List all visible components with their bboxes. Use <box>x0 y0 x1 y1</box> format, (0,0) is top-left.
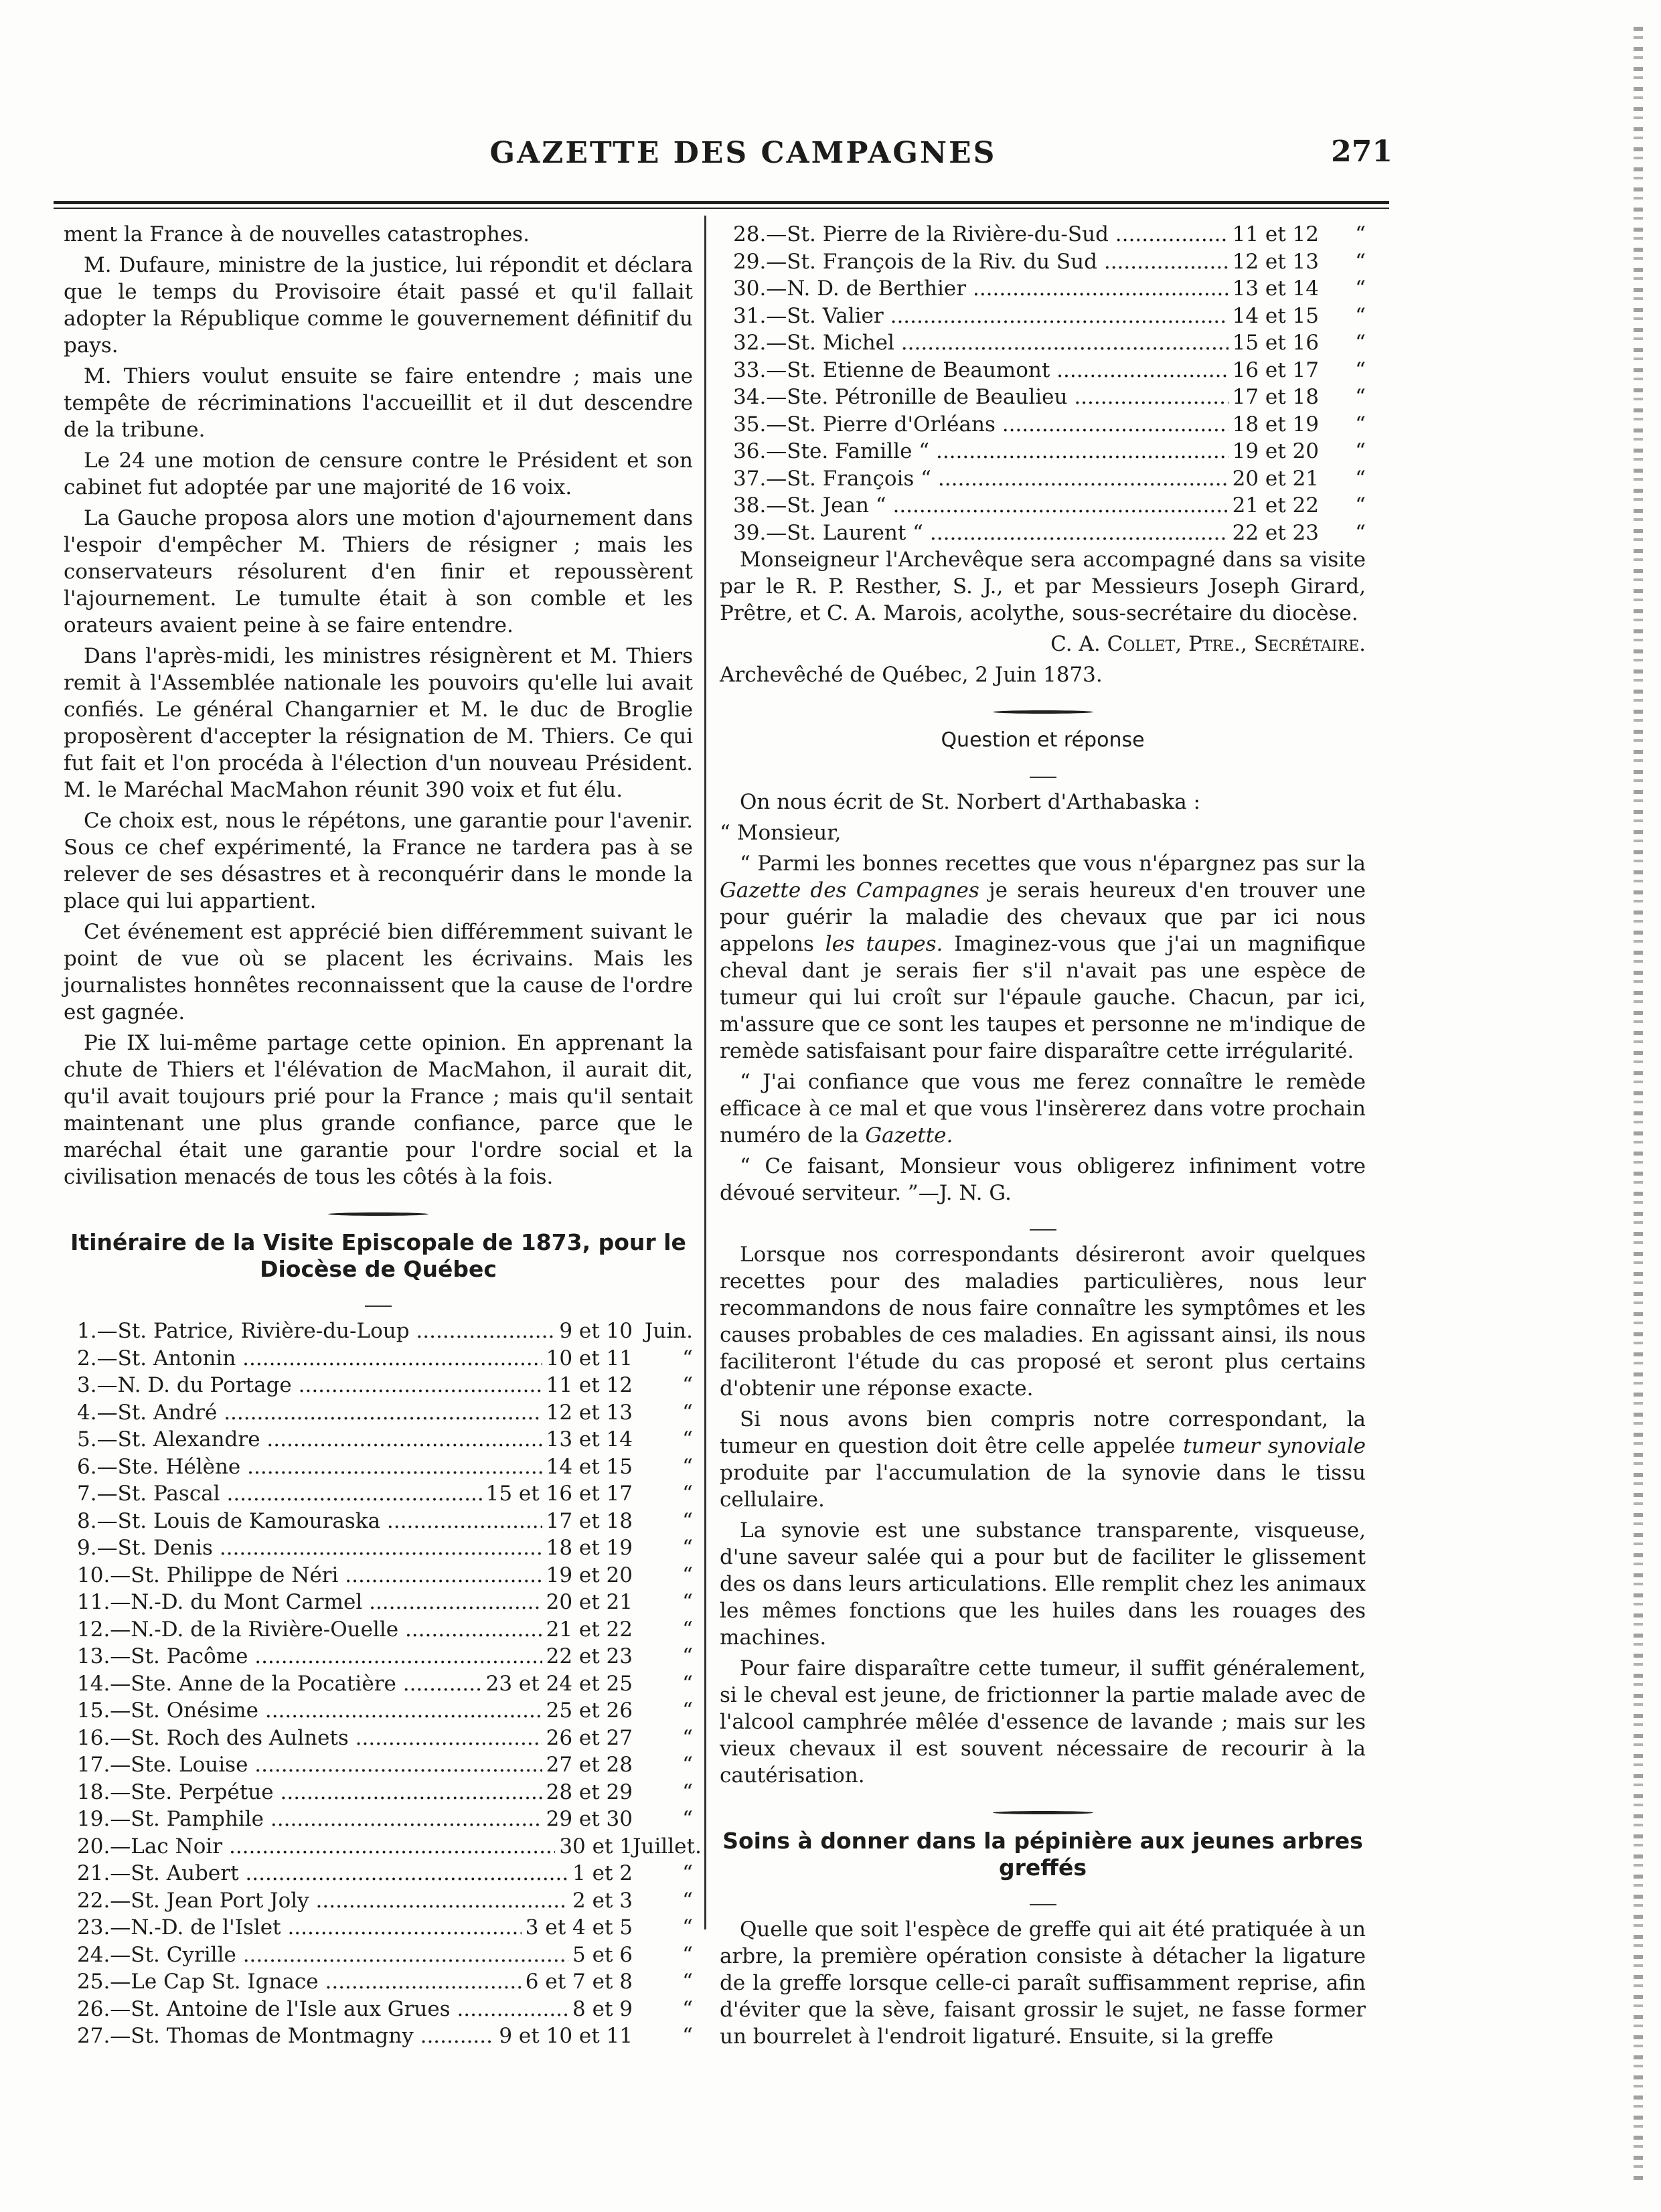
itinerary-row <box>77 1860 693 1887</box>
qa-letter-paragraph <box>720 850 1366 1064</box>
itinerary-month: “ <box>682 1888 693 1913</box>
itinerary-parish: 7.—St. Pascal ..... <box>77 1480 482 1508</box>
itinerary-parish: 6.—Ste. Hélène ..... <box>77 1453 542 1481</box>
itinerary-row <box>77 1480 693 1508</box>
itinerary-month: “ <box>682 1482 693 1506</box>
itinerary-month: “ <box>1355 520 1366 545</box>
itinerary-dates: 25 et 26 <box>546 1698 633 1723</box>
itinerary-dates: 10 et 11 <box>546 1346 633 1370</box>
itinerary-month: “ <box>682 1454 693 1479</box>
paragraph: M. Thiers voulut ensuite se faire entendre ; mais une tempête de récriminations l'accueillit et il dut descendre de la tribune. <box>64 364 693 442</box>
text-run: Si nous avons bien compris notre correspondant, la tumeur en question doit être celle appelée <box>720 1407 1366 1458</box>
itinerary-title: Itinéraire de la Visite Episcopale de 1873, pour le Diocèse de Québec <box>70 1229 686 1282</box>
itinerary-dates: 19 et 20 <box>546 1563 633 1587</box>
itinerary-row <box>77 1426 693 1453</box>
itinerary-parish: 4.—St. André ..... <box>77 1399 542 1427</box>
itinerary-row <box>77 1562 693 1589</box>
itinerary-month: “ <box>682 1644 693 1668</box>
itinerary-parish: 17.—Ste. Louise ..... <box>77 1751 542 1779</box>
itinerary-row <box>77 1779 693 1806</box>
section-separator <box>64 1196 693 1222</box>
itinerary-row <box>733 492 1366 520</box>
itinerary-parish: 28.—St. Pierre de la Rivière-du-Sud ..... <box>733 221 1229 248</box>
itinerary-month: “ <box>682 1508 693 1533</box>
itinerary-row <box>77 1508 693 1535</box>
itinerary-dates: 22 et 23 <box>1232 520 1319 545</box>
itinerary-dates: 14 et 15 <box>546 1454 633 1479</box>
itinerary-row <box>77 2023 693 2050</box>
itinerary-month: “ <box>682 1400 693 1425</box>
itinerary-row <box>77 1453 693 1481</box>
title-dash <box>720 1885 1366 1912</box>
itinerary-month: “ <box>682 1698 693 1723</box>
itinerary-row <box>733 520 1366 547</box>
itinerary-parish: 37.—St. François “ ..... <box>733 465 1229 493</box>
itinerary-month: “ <box>682 1753 693 1777</box>
answer-paragraph: La synovie est une substance transparente, visqueuse, d'une saveur salée qui a pour but de faciliter le glissement des os dans leurs articulations. Elle remplit chez les animaux les mêmes fonctions que les huiles dans les rouages des machines. <box>720 1518 1366 1650</box>
itinerary-row <box>77 1372 693 1399</box>
itinerary-month: Juillet. <box>633 1834 702 1859</box>
itinerary-dates: 5 et 6 <box>572 1942 633 1967</box>
paragraph: Le 24 une motion de censure contre le Président et son cabinet fut adoptée par une majorité de 16 voix. <box>64 449 693 499</box>
itinerary-parish: 8.—St. Louis de Kamouraska ..... <box>77 1508 542 1535</box>
itinerary-row <box>733 248 1366 276</box>
itinerary-dates: 17 et 18 <box>1232 385 1319 409</box>
itinerary-row <box>77 1399 693 1427</box>
itinerary-parish: 36.—Ste. Famille “ ..... <box>733 438 1229 465</box>
itinerary-parish: 13.—St. Pacôme ..... <box>77 1643 542 1670</box>
itinerary-dates: 8 et 9 <box>572 1996 633 2021</box>
itinerary-month: “ <box>1355 249 1366 274</box>
itinerary-dates: 11 et 12 <box>1232 222 1319 246</box>
itinerary-month: “ <box>682 1780 693 1804</box>
itinerary-parish: 1.—St. Patrice, Rivière-du-Loup ..... <box>77 1318 555 1345</box>
itinerary-month: “ <box>682 1590 693 1614</box>
itinerary-dates: 20 et 21 <box>1232 466 1319 491</box>
itinerary-dates: 22 et 23 <box>546 1644 633 1668</box>
paragraph: Pie IX lui-même partage cette opinion. En apprenant la chute de Thiers et l'élévation de MacMahon, il aurait dit, qu'il avait toujours prié pour la France ; mais qu'il sentait maintenant une plus grande confiance, parce que le maréchal était une garantie pour l'ordre social et la civilisation menacés de tous les côtés à la fois. <box>64 1031 693 1189</box>
itinerary-parish: 19.—St. Pamphile ..... <box>77 1806 542 1833</box>
itinerary-row <box>733 329 1366 357</box>
itinerary-month: Juin. <box>644 1319 693 1343</box>
itinerary-row <box>77 1534 693 1562</box>
itinerary-dates: 16 et 17 <box>1232 358 1319 382</box>
itinerary-dates: 3 et 4 et 5 <box>525 1915 633 1940</box>
itinerary-month: “ <box>1355 358 1366 382</box>
itinerary-dates: 28 et 29 <box>546 1780 633 1804</box>
title-dash <box>720 758 1366 785</box>
header-rule-thin <box>54 208 1389 209</box>
itinerary-dates: 9 et 10 <box>559 1319 633 1343</box>
itinerary-row <box>733 357 1366 384</box>
itinerary-dates: 19 et 20 <box>1232 439 1319 463</box>
itinerary-row <box>77 1887 693 1915</box>
itinerary-row <box>77 1345 693 1372</box>
itinerary-parish: 15.—St. Onésime ..... <box>77 1697 542 1725</box>
itinerary-dates: 12 et 13 <box>546 1400 633 1425</box>
itinerary-parish: 9.—St. Denis ..... <box>77 1534 542 1562</box>
itinerary-row <box>77 1942 693 1969</box>
itinerary-row <box>77 1751 693 1779</box>
text-run: “ Parmi les bonnes recettes que vous n'épargnez pas sur la <box>740 852 1366 876</box>
gazette-title: Gazette. <box>865 1123 953 1148</box>
itinerary-dates: 29 et 30 <box>546 1807 633 1831</box>
itinerary-row <box>77 1589 693 1616</box>
itinerary-parish: 10.—St. Philippe de Néri ..... <box>77 1562 542 1589</box>
binding-edge <box>1634 27 1643 2183</box>
itinerary-month: “ <box>682 2024 693 2048</box>
signature: C. A. Collet, Ptre., Secrétaire. <box>1050 632 1366 656</box>
itinerary-parish: 18.—Ste. Perpétue ..... <box>77 1779 542 1806</box>
masthead-title: GAZETTE DES CAMPAGNES <box>489 136 997 170</box>
paragraph: Cet événement est apprécié bien différemment suivant le point de vue où se placent les écrivains. Mais les journalistes honnêtes reconnaissent que la cause de l'ordre est gagnée. <box>64 920 693 1024</box>
itinerary-row <box>77 1670 693 1698</box>
paragraph: Ce choix est, nous le répétons, une garantie pour l'avenir. Sous ce chef expérimenté, la France ne tardera pas à se relever de ses désastres et à reconquérir dans le monde la place qui lui appartient. <box>64 809 693 913</box>
itinerary-row <box>77 1833 702 1861</box>
itinerary-month: “ <box>682 1942 693 1967</box>
paragraph: Dans l'après-midi, les ministres résignèrent et M. Thiers remit à l'Assemblée nationale les pouvoirs qu'elle lui avait confiés. Le général Changarnier et M. le duc de Broglie proposèrent d'accepter la résignation de M. Thiers. Ce qui fut fait et l'on procéda à l'élection d'un nouveau Président. M. le Maréchal MacMahon réunit 390 voix et fut élu. <box>64 644 693 802</box>
itinerary-month: “ <box>1355 439 1366 463</box>
itinerary-dates: 23 et 24 et 25 <box>485 1671 633 1696</box>
itinerary-month: “ <box>1355 385 1366 409</box>
itinerary-month: “ <box>682 1373 693 1397</box>
itinerary-dates: 30 et 1 <box>559 1834 633 1859</box>
itinerary-month: “ <box>682 1671 693 1696</box>
itinerary-parish: 5.—St. Alexandre ..... <box>77 1426 542 1453</box>
itinerary-dates: 13 et 14 <box>546 1427 633 1451</box>
paragraph: ment la France à de nouvelles catastrophes. <box>64 222 530 246</box>
itinerary-parish: 2.—St. Antonin ..... <box>77 1345 542 1372</box>
itinerary-dates: 17 et 18 <box>546 1508 633 1533</box>
itinerary-row <box>77 1725 693 1752</box>
itinerary-parish: 21.—St. Aubert ..... <box>77 1860 568 1887</box>
itinerary-parish: 16.—St. Roch des Aulnets ..... <box>77 1725 542 1752</box>
text-run: produite par l'accumulation de la synovie dans le tissu cellulaire. <box>720 1461 1366 1512</box>
itinerary-parish: 25.—Le Cap St. Ignace ..... <box>77 1968 522 1996</box>
itinerary-parish: 38.—St. Jean “ ..... <box>733 492 1229 520</box>
qa-letter-paragraph <box>720 1069 1366 1149</box>
answer-paragraph: Lorsque nos correspondants désireront avoir quelques recettes pour des maladies particulières, nous leur recommandons de nous faire connaître les symptômes et les causes probables de ces maladies. En agissant ainsi, ils nous faciliteront l'étude du cas proposé et seront plus certains d'obtenir une réponse exacte. <box>720 1243 1366 1401</box>
itinerary-parish: 23.—N.-D. de l'Islet ..... <box>77 1914 522 1942</box>
text-run: “ J'ai confiance que vous me ferez connaître le remède efficace à ce mal et que vous l'insèrerez dans votre prochain numéro de la <box>720 1070 1366 1148</box>
itinerary-dates: 13 et 14 <box>1232 276 1319 301</box>
page-header <box>94 131 1393 177</box>
itinerary-parish: 12.—N.-D. de la Rivière-Ouelle ..... <box>77 1616 542 1644</box>
itinerary-row <box>77 1318 693 1345</box>
itinerary-row <box>77 1806 693 1833</box>
itinerary-month: “ <box>1355 493 1366 518</box>
text-run: Imaginez-vous que j'ai un magnifique cheval dant je serais fier s'il n'avait pas une espèce de tumeur qui lui croît sur l'épaule gauche. Chacun, par ici, m'assure que ce sont les taupes et personne ne m'indique de remède satisfaisant pour faire disparaître cette irrégularité. <box>720 932 1366 1063</box>
text-run: je serais heureux d'en trouver une pour guérir la maladie des chevaux que par ici nous appelons <box>720 878 1366 956</box>
paragraph: M. Dufaure, ministre de la justice, lui répondit et déclara que le temps du Provisoire était passé et qu'il fallait adopter la République comme le gouvernement définitif du pays. <box>64 253 693 358</box>
itinerary-list <box>77 1318 702 2050</box>
itinerary-parish: 30.—N. D. de Berthier ..... <box>733 275 1229 303</box>
itinerary-dates: 20 et 21 <box>546 1590 633 1614</box>
itinerary-dates: 12 et 13 <box>1232 249 1319 274</box>
answer-paragraph <box>720 1406 1366 1513</box>
itinerary-dates: 18 et 19 <box>546 1536 633 1560</box>
itinerary-dates: 14 et 15 <box>1232 303 1319 328</box>
itinerary-month: “ <box>682 1996 693 2021</box>
qa-salutation: “ Monsieur, <box>720 821 842 845</box>
nursery-paragraph: Quelle que soit l'espèce de greffe qui ait été pratiquée à un arbre, la première opération consiste à détacher la ligature de la greffe lorsque celle-ci paraît suffisamment reprise, afin d'éviter que la sève, faisant grossir le sujet, ne fasse former un bourrelet à l'endroit ligaturé. Ensuite, si la greffe <box>720 1917 1366 2049</box>
itinerary-row <box>733 411 1366 439</box>
itinerary-dates: 11 et 12 <box>546 1373 633 1397</box>
itinerary-parish: 35.—St. Pierre d'Orléans ..... <box>733 411 1229 439</box>
itinerary-dates: 27 et 28 <box>546 1753 633 1777</box>
itinerary-row <box>77 1697 693 1725</box>
itinerary-row <box>733 384 1366 411</box>
column-divider <box>704 216 706 1929</box>
itinerary-parish: 31.—St. Valier ..... <box>733 303 1229 330</box>
itinerary-dates: 2 et 3 <box>572 1888 633 1913</box>
itinerary-month: “ <box>682 1536 693 1560</box>
dateline: Archevêché de Québec, 2 Juin 1873. <box>720 663 1103 687</box>
section-separator <box>720 1794 1366 1821</box>
itinerary-month: “ <box>682 1563 693 1587</box>
itinerary-month: “ <box>1355 303 1366 328</box>
closing-note: Monseigneur l'Archevêque sera accompagné dans sa visite par le R. P. Resther, S. J., et par Messieurs Joseph Girard, Prêtre, et C. A. Marois, acolythe, sous-secrétaire du diocèse. <box>720 548 1366 625</box>
section-dash <box>720 1210 1366 1237</box>
disease-name: les taupes. <box>825 932 943 956</box>
itinerary-month: “ <box>682 1970 693 1994</box>
itinerary-parish: 22.—St. Jean Port Joly ..... <box>77 1887 568 1915</box>
itinerary-month: “ <box>682 1725 693 1750</box>
itinerary-parish: 34.—Ste. Pétronille de Beaulieu ..... <box>733 384 1229 411</box>
itinerary-row <box>733 275 1366 303</box>
itinerary-dates: 26 et 27 <box>546 1725 633 1750</box>
paragraph: La Gauche proposa alors une motion d'ajournement dans l'espoir d'empêcher M. Thiers de résigner ; mais les conservateurs résolurent d'en finir et repoussèrent l'ajournement. Le tumulte était à son comble et les orateurs avaient peine à se faire entendre. <box>64 506 693 637</box>
itinerary-dates: 21 et 22 <box>1232 493 1319 518</box>
itinerary-row <box>77 1616 693 1644</box>
itinerary-month: “ <box>1355 222 1366 246</box>
page-number: 271 <box>1331 135 1393 169</box>
itinerary-dates: 18 et 19 <box>1232 412 1319 437</box>
itinerary-dates: 6 et 7 et 8 <box>525 1970 633 1994</box>
itinerary-dates: 15 et 16 et 17 <box>485 1482 633 1506</box>
itinerary-parish: 39.—St. Laurent “ ..... <box>733 520 1229 547</box>
itinerary-parish: 26.—St. Antoine de l'Isle aux Grues ..... <box>77 1996 568 2023</box>
itinerary-parish: 20.—Lac Noir ..... <box>77 1833 555 1861</box>
nursery-title: Soins à donner dans la pépinière aux jeunes arbres greffés <box>722 1828 1363 1881</box>
itinerary-row <box>77 1914 693 1942</box>
tumor-term: tumeur synoviale <box>1183 1434 1366 1458</box>
itinerary-month: “ <box>1355 412 1366 437</box>
section-separator <box>720 694 1366 720</box>
itinerary-month: “ <box>682 1427 693 1451</box>
itinerary-parish: 27.—St. Thomas de Montmagny ..... <box>77 2023 495 2050</box>
itinerary-parish: 11.—N.-D. du Mont Carmel ..... <box>77 1589 542 1616</box>
qa-letter-paragraph: “ Ce faisant, Monsieur vous obligerez infiniment votre dévoué serviteur. ”—J. N. G. <box>720 1154 1366 1205</box>
itinerary-list-continued <box>733 221 1366 546</box>
itinerary-dates: 1 et 2 <box>572 1861 633 1885</box>
left-column <box>64 221 702 2050</box>
itinerary-month: “ <box>682 1617 693 1642</box>
itinerary-parish: 14.—Ste. Anne de la Pocatière ..... <box>77 1670 482 1698</box>
itinerary-row <box>733 221 1366 248</box>
itinerary-parish: 32.—St. Michel ..... <box>733 329 1229 357</box>
itinerary-dates: 9 et 10 et 11 <box>499 2024 633 2048</box>
gazette-title: Gazette des Campagnes <box>720 878 979 902</box>
right-column <box>720 221 1366 2054</box>
answer-paragraph: Pour faire disparaître cette tumeur, il suffit généralement, si le cheval est jeune, de frictionner la partie malade avec de l'alcool camphrée mêlée d'essence de lavande ; mais sur les vieux chevaux il est souvent nécessaire de recourir à la cautérisation. <box>720 1656 1366 1788</box>
itinerary-month: “ <box>682 1807 693 1831</box>
itinerary-row <box>77 1643 693 1670</box>
qa-intro: On nous écrit de St. Norbert d'Arthabaska : <box>740 790 1200 814</box>
itinerary-month: “ <box>682 1915 693 1940</box>
itinerary-month: “ <box>682 1346 693 1370</box>
itinerary-month: “ <box>682 1861 693 1885</box>
itinerary-month: “ <box>1355 466 1366 491</box>
itinerary-row <box>733 465 1366 493</box>
itinerary-row <box>733 438 1366 465</box>
itinerary-parish: 3.—N. D. du Portage ..... <box>77 1372 542 1399</box>
itinerary-dates: 15 et 16 <box>1232 331 1319 355</box>
itinerary-dates: 21 et 22 <box>546 1617 633 1642</box>
itinerary-parish: 29.—St. François de la Riv. du Sud ..... <box>733 248 1229 276</box>
qa-title: Question et réponse <box>941 728 1145 752</box>
itinerary-parish: 24.—St. Cyrille ..... <box>77 1942 568 1969</box>
itinerary-parish: 33.—St. Etienne de Beaumont ..... <box>733 357 1229 384</box>
itinerary-month: “ <box>1355 276 1366 301</box>
itinerary-row <box>77 1968 693 1996</box>
header-rule <box>54 201 1389 204</box>
itinerary-row <box>733 303 1366 330</box>
itinerary-month: “ <box>1355 331 1366 355</box>
itinerary-row <box>77 1996 693 2023</box>
title-dash <box>64 1287 693 1314</box>
